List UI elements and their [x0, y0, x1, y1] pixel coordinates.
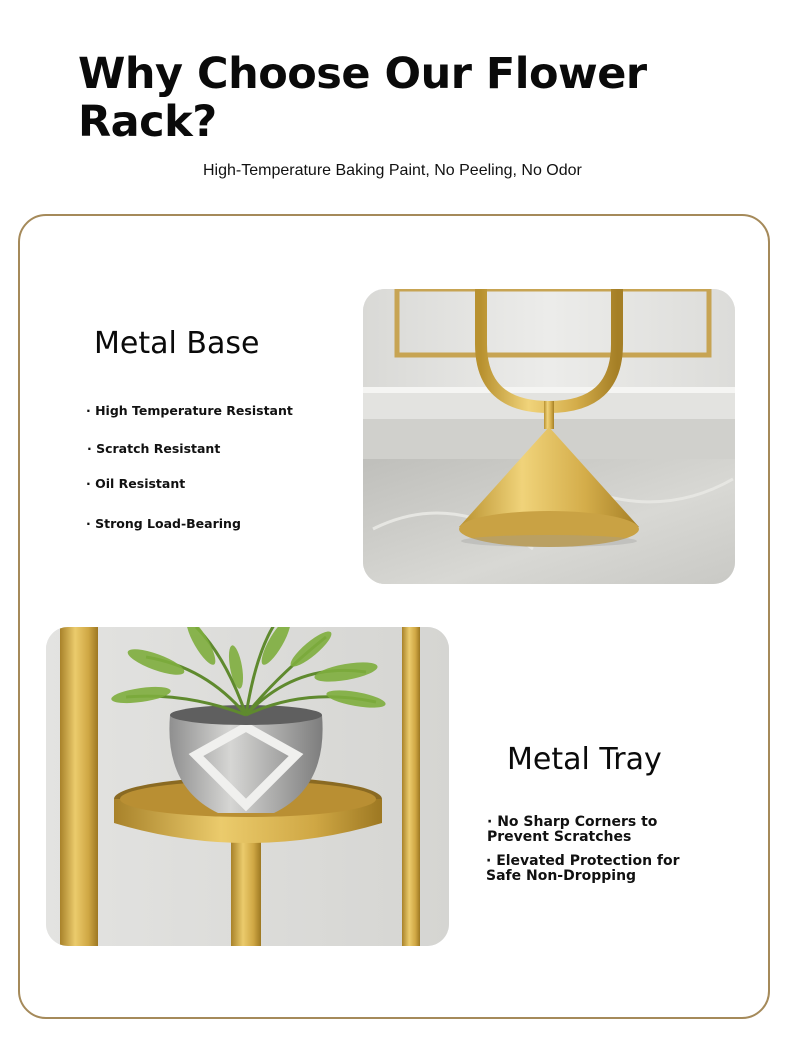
metal-tray-photo [46, 627, 449, 946]
gold-cone-base-icon [363, 289, 735, 584]
metal-base-bullet-2: · Scratch Resistant [87, 441, 221, 456]
metal-base-photo [363, 289, 735, 584]
metal-tray-bullet-2: · Elevated Protection for Safe Non-Dropping [486, 853, 680, 884]
gold-tray-with-potted-plant-icon [46, 627, 449, 946]
metal-base-bullet-4: · Strong Load-Bearing [86, 516, 241, 531]
metal-base-heading: Metal Base [94, 326, 260, 361]
metal-tray-bullet-1: · No Sharp Corners to Prevent Scratches [487, 814, 658, 845]
metal-base-bullet-3: · Oil Resistant [86, 476, 186, 491]
metal-base-bullet-1: · High Temperature Resistant [86, 403, 293, 418]
metal-tray-heading: Metal Tray [507, 742, 662, 777]
page-subtitle: High-Temperature Baking Paint, No Peeling, No Odor [203, 162, 582, 179]
page-title: Why Choose Our Flower Rack? [78, 49, 647, 147]
